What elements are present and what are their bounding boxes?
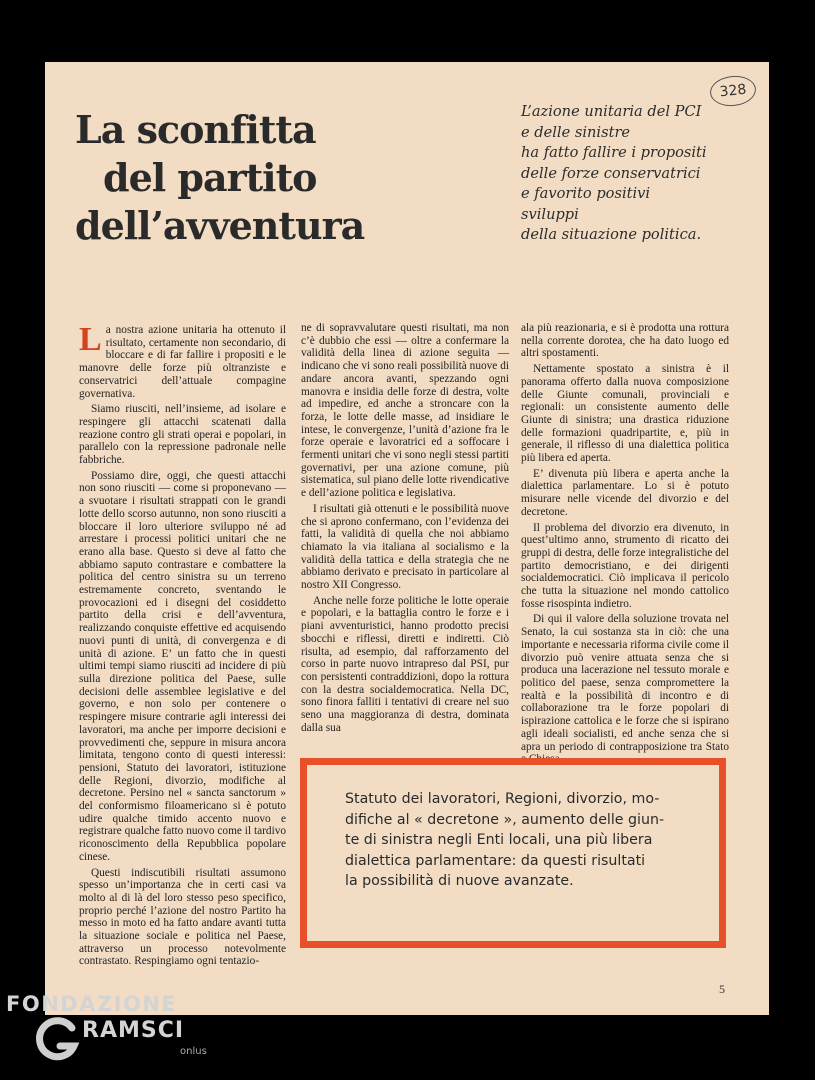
paragraph: I risultati già ottenuti e le possibilità nuove che si aprono confermano, con l’evidenza dei fatti, la validità di quella che noi abbiamo chiamato la via italiana al socialismo e la validità della tattica e della strategia che ne abbiamo derivato e precisato in particolare al nostro XII Congresso.: [301, 502, 509, 592]
subtitle-line: L’azione unitaria del PCI: [521, 103, 702, 120]
watermark-line-3: onlus: [180, 1046, 207, 1057]
paragraph: Possiamo dire, oggi, che questi attacchi non sono riusciti — come si proponevano — a svuotare i risultati strappati con le grandi lotte dello scorso autunno, non sono riusciti a bloccare il loro ulteriore sviluppo né ad arrestare i processi politici unitari che ne erano alla base. Questo si deve al fatto che abbiamo saputo contrastare e combattere la politica del centro sinistra su un terreno estremamente concreto, sventando le provocazioni ed i disegni del cosiddetto partito della crisi e dell’avventura, realizzando conquiste effettive ed acquisendo nuovi punti di unità, di convergenza e di unità di azione. E’ un fatto che in questi ultimi tempi siamo riusciti ad incidere di più sulla direzione politica del Paese, sulle decisioni delle assemblee legislative e del governo, e non solo per contenere o respingere misure contrarie agli interessi dei lavoratori, ma anche per imporre decisioni e provvedimenti che, seppure in misura ancora limitata, tengono conto di questi interessi: pensioni, Statuto dei lavoratori, istituzione delle Regioni, divorzio, modifiche al decretone. Persino nel « sancta sanctorum » del conformismo filoamericano si è potuto udire qualche timido accento nuovo e registrare qualche fatto nuovo come il tardivo riconoscimento della Repubblica popolare cinese.: [79, 469, 286, 863]
paragraph-text: a nostra azione unitaria ha ottenuto il risultato, certamente non secondario, di bloccare e di far fallire i propositi e le manovre delle forze più oltranziste e conservatrici dell’attuale compagine governativa.: [79, 324, 286, 400]
paragraph: Questi indiscutibili risultati assumono spesso un’importanza che in certi casi va molto al di là del loro stesso peso specifico, proprio perché l’azione del nostro Partito ha messo in moto ed ha fatto andare avanti tutta la situazione sociale e politica nel Paese, attraverso un processo notevolmente contrastato. Respingiamo ogni tentazio-: [79, 866, 286, 968]
page-folio: 5: [719, 982, 725, 996]
subtitle-line: e favorito positivi: [521, 185, 651, 202]
watermark-line-2: RAMSCI: [82, 1018, 185, 1043]
text-column-3: [521, 322, 729, 769]
drop-cap: L: [79, 321, 102, 358]
paragraph: ne di sopravvalutare questi risultati, ma non c’è dubbio che essi — oltre a confermare la validità della linea di azione seguita — indicano che vi sono reali possibilità nuove di andare ancora avanti, spezzando ogni manovra e insidia delle forze di destra, volte ad impedire, ed anche a stroncare con la forza, le lotte delle masse, ad insidiare le intese, le convergenze, l’unità d’azione fra le forze operaie e lavoratrici ed a soffocare i fermenti unitari che vi sono negli stessi partiti governativi, per una azione comune, più sistematica, sul piano delle lotte rivendicative e dell’azione politica e legislativa.: [301, 322, 509, 500]
paragraph: ala più reazionaria, e si è prodotta una rottura nella corrente dorotea, che ha dato luogo ed altri spostamenti.: [521, 322, 729, 360]
title-line-2: del partito: [103, 155, 317, 200]
subtitle-line: ha fatto fallire i propositi: [521, 144, 707, 161]
watermark: [0, 988, 215, 1080]
paragraph: Di qui il valore della soluzione trovata nel Senato, la cui sostanza sta in ciò: che una importante e necessaria riforma civile come il divorzio può venire attuata senza che si produca una lacerazione nel tessuto morale e politico del paese, senza compromettere la realtà e la possibilità di incontro e di collaborazione tra le forze popolari di ispirazione cattolica e le forze che si ispirano agli ideali socialisti, ed anche senza che si apra un periodo di contrapposizione tra Stato: [521, 613, 729, 753]
article-title: [75, 106, 385, 250]
paragraph: [79, 321, 286, 400]
article-subtitle: [521, 102, 757, 246]
g-logo-icon: [34, 1014, 84, 1064]
title-line-3: dell’avventura: [75, 203, 365, 248]
paragraph: Siamo riusciti, nell’insieme, ad isolare e respingere gli attacchi scatenati dalla reazione contro gli strati operai e popolari, in parallelo con la repressione padronale nelle fabbriche.: [79, 403, 286, 467]
pullquote-text: [345, 789, 685, 892]
pullquote-line: Statuto dei lavoratori, Regioni, divorzio, mo-: [345, 791, 660, 807]
watermark-line-1: FONDAZIONE: [6, 992, 178, 1016]
subtitle-line: della situazione politica.: [521, 226, 702, 243]
pullquote-line: difiche al « decretone », aumento delle giun-: [345, 811, 665, 828]
title-line-1: La sconfitta: [75, 107, 316, 152]
paragraph: Anche nelle forze politiche le lotte operaie e popolari, e la battaglia contro le forze e i piani avventuristici, hanno prodotto precisi sbocchi e riflessi, diretti e indiretti. Ciò risulta, ad esempio, dal rafforzamento del corso in parte nuovo intrapreso dal PSI, pur con persistenti contraddizioni, dopo la rottura con la destra socialdemocratica. Nella DC, sono finora falliti i tentativi di creare nel suo seno una maggioranza di destra, dominata dalla sua: [301, 594, 509, 734]
pullquote-box: [300, 758, 726, 948]
subtitle-line: e delle sinistre: [521, 123, 631, 141]
pullquote-line: la possibilità di nuove avanzate.: [345, 873, 574, 890]
paragraph: Il problema del divorzio era divenuto, in quest’ultimo anno, strumento di ricatto dei gruppi di destra, delle forze integralistiche del partito democristiano, e dei dirigenti socialdemocratici. Ciò implicava il pericolo che tutta la situazione nel mondo cattolico fosse risospinta indietro.: [521, 521, 729, 610]
page-number-stamp: 328: [709, 74, 758, 109]
magazine-page: [45, 62, 769, 1015]
subtitle-line: delle forze conservatrici: [521, 164, 701, 182]
pullquote-line: te di sinistra negli Enti locali, una più libera: [345, 832, 653, 849]
pullquote-line: dialettica parlamentare: da questi risultati: [345, 852, 646, 869]
text-column-1: [79, 321, 286, 971]
subtitle-line: sviluppi: [521, 205, 579, 223]
text-column-2: [301, 322, 509, 738]
paragraph: Nettamente spostato a sinistra è il panorama offerto dalla nuova composizione delle Giunte comunali, provinciali e regionali: un consistente aumento delle Giunte di sinistra; una drastica riduzione delle formazioni quadripartite, e, più in generale, il riflesso di una dialettica politica più libera ed aperta.: [521, 363, 729, 465]
paragraph: E’ divenuta più libera e aperta anche la dialettica parlamentare. Lo si è potuto misurare nelle vicende del divorzio e del decretone.: [521, 467, 729, 518]
